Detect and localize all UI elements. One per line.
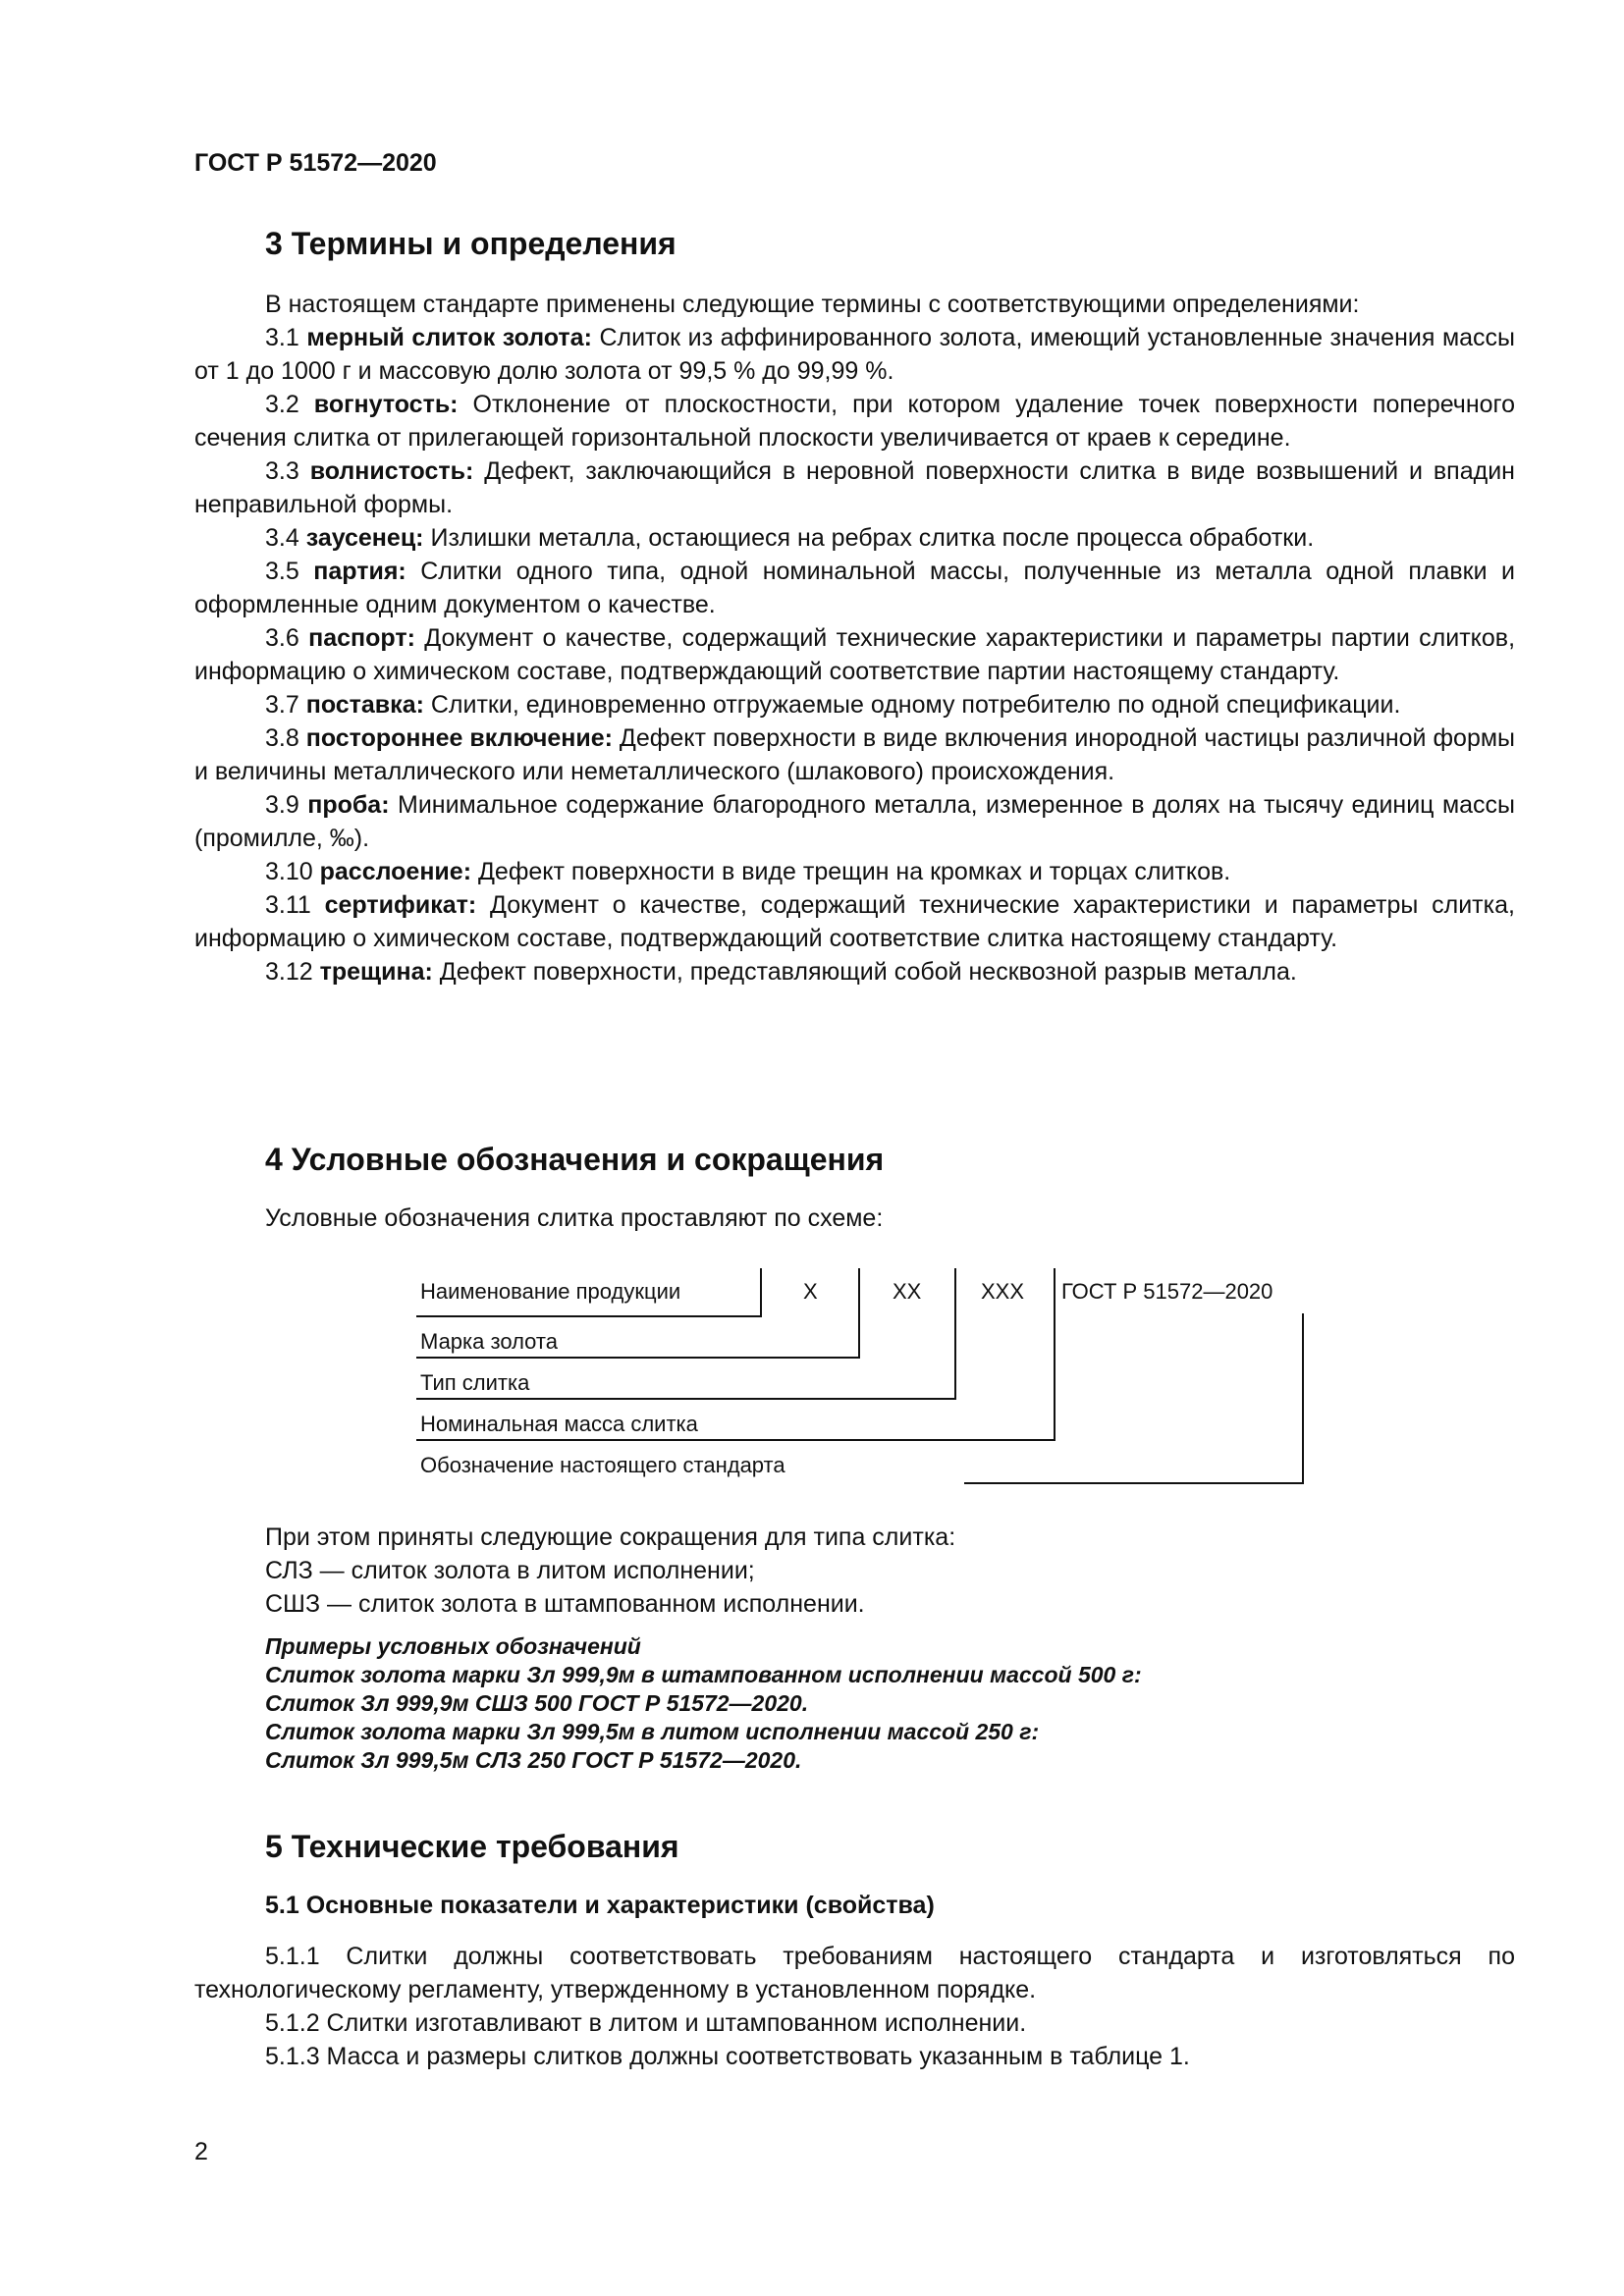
term-definition (194, 621, 1515, 688)
term-name: заусенец: (305, 524, 424, 552)
term-number: 3.6 (265, 624, 299, 652)
term-number: 3.2 (265, 391, 299, 418)
term-definition (194, 555, 1515, 621)
scheme-line (1302, 1313, 1304, 1484)
term-text: Дефект поверхности в виде включения инородной частицы различной формы и величины металлического или неметаллического (шлакового) происхождения. (194, 724, 1516, 785)
scheme-xx: ХХ (893, 1279, 922, 1304)
terms-list (194, 321, 1515, 988)
section-5-title: 5 Технические требования (265, 1829, 679, 1864)
document-code: ГОСТ Р 51572—2020 (194, 149, 437, 177)
example-line: Слиток золота марки Зл 999,9м в штампованном исполнении массой 500 г: (265, 1662, 1142, 1687)
term-name: паспорт: (308, 624, 415, 652)
term-definition (194, 788, 1515, 855)
scheme-row-standard: Обозначение настоящего стандарта (420, 1453, 785, 1477)
clause-5-1-2: 5.1.2 Слитки изготавливают в литом и штампованном исполнении. (265, 2009, 1027, 2037)
section-3-title: 3 Термины и определения (265, 226, 677, 261)
section-4-intro: Условные обозначения слитка проставляют по схеме: (265, 1204, 884, 1232)
term-number: 3.10 (265, 858, 313, 885)
term-text: Излишки металла, остающиеся на ребрах слитка после процесса обработки. (430, 524, 1315, 552)
designation-examples (265, 1632, 1142, 1775)
term-text: Минимальное содержание благородного металла, измеренное в долях на тысячу единиц массы (промилле, ‰). (194, 791, 1516, 852)
term-text: Слитки, единовременно отгружаемые одному потребителю по одной спецификации. (430, 691, 1401, 719)
abbreviations (265, 1521, 955, 1621)
scheme-standard: ГОСТ Р 51572—2020 (1061, 1279, 1273, 1304)
term-definition (194, 688, 1515, 721)
term-name: партия: (313, 558, 406, 585)
term-text: Слитки одного типа, одной номинальной массы, полученные из металла одной плавки и оформленные одним документом о качестве. (194, 558, 1515, 618)
term-text: Дефект, заключающийся в неровной поверхности слитка в виде возвышений и впадин неправильной формы. (194, 457, 1515, 518)
term-number: 3.8 (265, 724, 299, 752)
scheme-line (954, 1268, 956, 1400)
section-3-body (194, 288, 1515, 988)
term-definition (194, 855, 1515, 888)
examples-heading: Примеры условных обозначений (265, 1633, 641, 1659)
term-definition (194, 721, 1515, 788)
scheme-row-mass: Номинальная масса слитка (420, 1412, 698, 1436)
subsection-5-1-title: 5.1 Основные показатели и характеристики (свойства) (265, 1892, 935, 1919)
clause-5-1-3: 5.1.3 Масса и размеры слитков должны соответствовать указанным в таблице 1. (265, 2043, 1190, 2070)
term-number: 3.1 (265, 324, 299, 351)
example-line: Слиток Зл 999,5м СЛЗ 250 ГОСТ Р 51572—2020. (265, 1747, 802, 1773)
term-name: постороннее включение: (305, 724, 613, 752)
abbreviation-slz: СЛЗ — слиток золота в литом исполнении; (265, 1557, 755, 1584)
term-text: Документ о качестве, содержащий технические характеристики и параметры партии слитков, информацию о химическом составе, подтверждающий соответствие партии настоящему стандарту. (194, 624, 1516, 685)
clause-5-1-1: 5.1.1 Слитки должны соответствовать требованиям настоящего стандарта и изготовляться по технологическому регламенту, утвержденному в установленном порядке. (194, 1943, 1515, 2003)
scheme-line (1054, 1268, 1056, 1441)
term-name: вогнутость: (313, 391, 459, 418)
term-text: Слиток из аффинированного золота, имеющий установленные значения массы от 1 до 1000 г и массовую долю золота от 99,5 % до 99,99 %. (194, 324, 1516, 385)
term-name: сертификат: (324, 891, 477, 919)
term-text: Дефект поверхности, представляющий собой несквозной разрыв металла. (439, 958, 1297, 986)
scheme-x: Х (803, 1279, 818, 1304)
scheme-line (858, 1268, 860, 1359)
scheme-row-grade: Марка золота (420, 1329, 558, 1354)
term-definition (194, 955, 1515, 988)
scheme-line (964, 1482, 1304, 1484)
abbreviation-sshz: СШЗ — слиток золота в штампованном исполнении. (265, 1590, 865, 1618)
term-number: 3.11 (265, 891, 311, 919)
term-name: проба: (307, 791, 390, 819)
scheme-line (416, 1315, 762, 1317)
term-text: Отклонение от плоскостности, при котором удаление точек поверхности поперечного сечения слитка от прилегающей горизонтальной плоскости увеличивается от краев к середине. (194, 391, 1516, 452)
term-name: мерный слиток золота: (306, 324, 592, 351)
scheme-product: Наименование продукции (420, 1279, 681, 1304)
scheme-line (416, 1357, 860, 1359)
term-definition (194, 388, 1515, 454)
term-text: Дефект поверхности в виде трещин на кромках и торцах слитков. (478, 858, 1231, 885)
term-number: 3.4 (265, 524, 299, 552)
scheme-line (416, 1398, 956, 1400)
scheme-row-type: Тип слитка (420, 1370, 530, 1395)
term-number: 3.7 (265, 691, 299, 719)
term-name: расслоение: (319, 858, 472, 885)
scheme-xxx: ХХХ (981, 1279, 1025, 1304)
term-name: поставка: (305, 691, 424, 719)
term-definition (194, 888, 1515, 955)
term-definition (194, 454, 1515, 521)
term-number: 3.9 (265, 791, 299, 819)
example-line: Слиток золота марки Зл 999,5м в литом исполнении массой 250 г: (265, 1719, 1040, 1744)
page-number: 2 (194, 2138, 208, 2165)
abbreviations-intro: При этом приняты следующие сокращения для типа слитка: (265, 1523, 956, 1551)
term-text: Документ о качестве, содержащий технические характеристики и параметры слитка, информацию о химическом составе, подтверждающий соответствие слитка настоящему стандарту. (194, 891, 1515, 952)
term-name: трещина: (319, 958, 433, 986)
term-number: 3.12 (265, 958, 313, 986)
example-line: Слиток Зл 999,9м СШЗ 500 ГОСТ Р 51572—2020. (265, 1690, 809, 1716)
term-definition (194, 521, 1515, 555)
scheme-line (416, 1439, 1056, 1441)
section-4-title: 4 Условные обозначения и сокращения (265, 1142, 885, 1177)
section-5-body (194, 1940, 1515, 2073)
scheme-line (760, 1268, 762, 1317)
term-number: 3.5 (265, 558, 299, 585)
term-number: 3.3 (265, 457, 299, 485)
term-name: волнистость: (309, 457, 474, 485)
section-3-intro: В настоящем стандарте применены следующие термины с соответствующими определениями: (265, 291, 1360, 318)
term-definition (194, 321, 1515, 388)
